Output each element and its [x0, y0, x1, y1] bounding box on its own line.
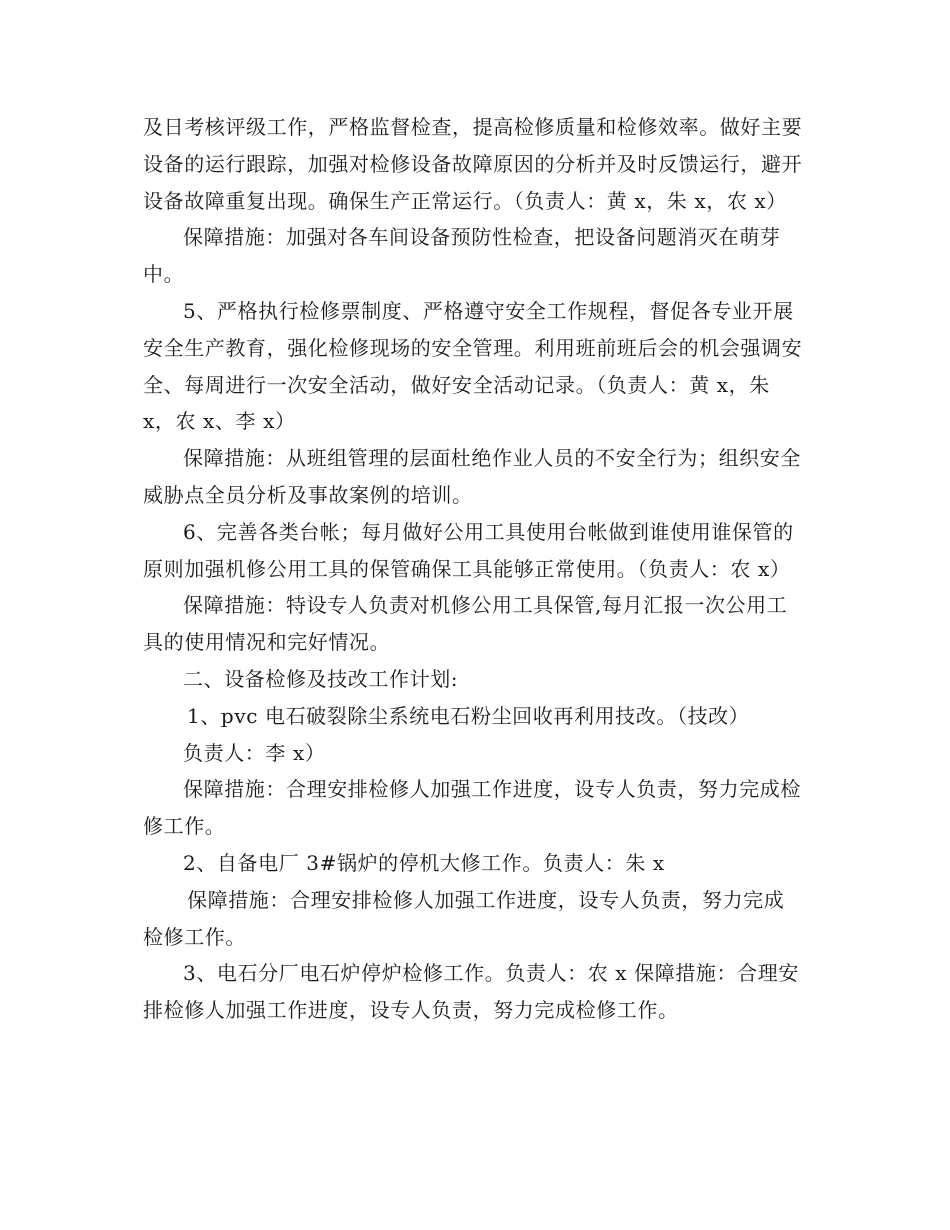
paragraph-continued-duties: 及日考核评级工作，严格监督检查，提高检修质量和检修效率。做好主要设备的运行跟踪，加强对检修设备故障原因的分析并及时反馈运行，避开设备故障重复出现。确保生产正常运行。（负责人：黄 x，朱 x，农 x）	[143, 115, 803, 213]
paragraph-plan-item-2-measures: 保障措施：合理安排检修人加强工作进度，设专人负责，努力完成检修工作。	[143, 887, 785, 949]
paragraph-item-6-ledgers: 6、完善各类台帐；每月做好公用工具使用台帐做到谁使用谁保管的原则加强机修公用工具的保管确保工具能够正常使用。（负责人：农 x）	[143, 519, 794, 581]
section-heading-maintenance-plan: 二、设备检修及技改工作计划:	[183, 666, 459, 691]
document-body	[143, 109, 803, 1029]
paragraph-measures-safety: 保障措施：从班组管理的层面杜绝作业人员的不安全行为；组织安全威胁点全员分析及事故案例的培训。	[143, 446, 801, 507]
paragraph-plan-item-3: 3、电石分厂电石炉停炉检修工作。负责人：农 x 保障措施：合理安排检修人加强工作进度，设专人负责，努力完成检修工作。	[143, 961, 799, 1023]
paragraph-plan-item-1-owner: 负责人：李 x）	[183, 740, 326, 765]
paragraph-plan-item-1: 1、pvc 电石破裂除尘系统电石粉尘回收再利用技改。（技改）	[187, 703, 750, 728]
paragraph-measures-preventive-inspection: 保障措施：加强对各车间设备预防性检查，把设备问题消灭在萌芽中。	[143, 225, 781, 287]
paragraph-plan-item-2: 2、自备电厂 3#锅炉的停机大修工作。负责人：朱 x	[183, 850, 665, 875]
paragraph-measures-tools: 保障措施：特设专人负责对机修公用工具保管,每月汇报一次公用工具的使用情况和完好情况。	[143, 593, 788, 655]
paragraph-item-5-safety: 5、严格执行检修票制度、严格遵守安全工作规程，督促各专业开展安全生产教育，强化检修现场的安全管理。利用班前班后会的机会强调安全、每周进行一次安全活动，做好安全活动记录。（负责人：黄 x，朱 x，农 x、李 x）	[143, 298, 803, 434]
paragraph-plan-item-1-measures: 保障措施：合理安排检修人加强工作进度，设专人负责，努力完成检修工作。	[143, 777, 801, 839]
